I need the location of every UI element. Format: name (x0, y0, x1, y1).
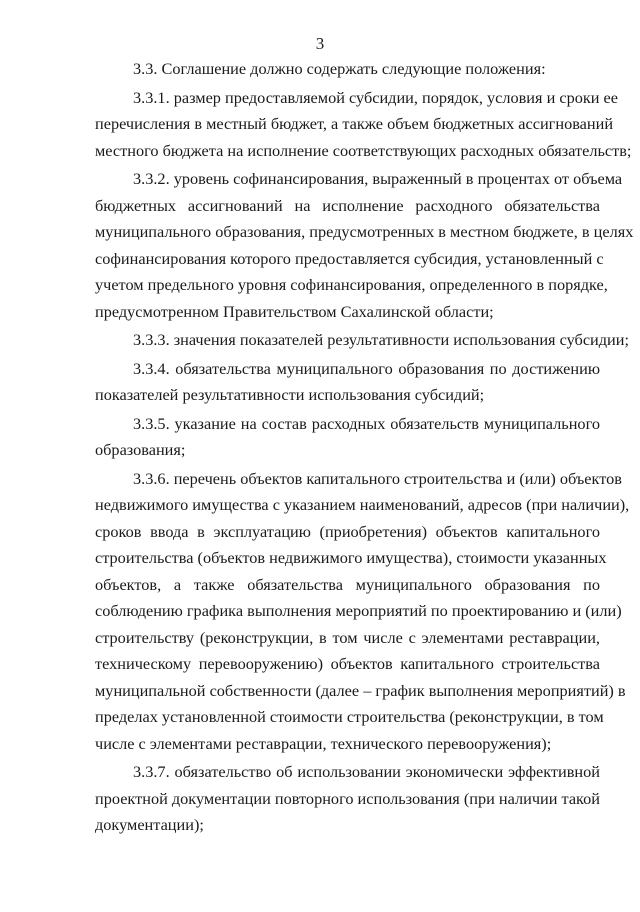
page-number: 3 (315, 34, 325, 53)
text-line: числе с элементами реставрации, технического перевооружения); (95, 733, 552, 753)
text-line: строительства (объектов недвижимого имущества), стоимости указанных (95, 548, 607, 567)
text-line: софинансирования которого предоставляется субсидия, установленный с (95, 248, 604, 268)
text-line: 3.3.5. указание на состав расходных обязательств муниципального (133, 413, 600, 433)
paragraph (95, 327, 629, 354)
text-line: 3.3.4. обязательства муниципального образования по достижению (133, 358, 600, 378)
text-line: предусмотренном Правительством Сахалинской области; (95, 301, 494, 321)
text-line: 3.3.2. уровень софинансирования, выраженный в процентах от объема (133, 169, 623, 188)
text-line: пределах установленной стоимости строительства (реконструкции, в том (95, 707, 604, 726)
text-line: недвижимого имущества с указанием наименований, адресов (при наличии), (95, 495, 630, 514)
text-line: учетом предельного уровня софинансирования, определенного в порядке, (95, 275, 608, 294)
text-line: документации); (95, 815, 204, 834)
paragraph (95, 56, 600, 83)
text-line: техническому перевооружению) объектов капитального строительства (95, 654, 600, 673)
text-line: муниципальной собственности (далее – график выполнения мероприятий) в (95, 680, 626, 700)
text-line: 3.3.3. значения показателей результативности использования субсидии; (133, 330, 629, 349)
text-line: образования; (95, 440, 186, 459)
text-line: местного бюджета на исполнение соответствующих расходных обязательств; (95, 140, 632, 160)
text-line: 3.3. Соглашение должно содержать следующие положения: (133, 59, 546, 78)
text-line: 3.3.7. обязательство об использовании экономически эффективной (133, 762, 600, 781)
paragraph (95, 356, 600, 409)
text-line: строительству (реконструкции, в том числе с элементами реставрации, (95, 627, 600, 647)
text-line: 3.3.6. перечень объектов капитального строительства и (или) объектов (133, 468, 622, 488)
paragraph (95, 85, 632, 165)
text-line: проектной документации повторного использования (при наличии такой (95, 788, 600, 808)
paragraph (95, 411, 600, 464)
paragraph (95, 166, 634, 325)
text-line: муниципального образования, предусмотренных в местном бюджете, в целях (95, 222, 634, 241)
paragraph (95, 466, 630, 758)
text-line: объектов, а также обязательства муниципального образования по (95, 574, 600, 594)
text-line: 3.3.1. размер предоставляемой субсидии, порядок, условия и сроки ее (133, 87, 619, 107)
text-line: сроков ввода в эксплуатацию (приобретения) объектов капитального (95, 521, 600, 541)
text-line: соблюдению графика выполнения мероприятий по проектированию и (или) (95, 601, 622, 620)
paragraph (95, 759, 600, 839)
text-line: перечисления в местный бюджет, а также объем бюджетных ассигнований (95, 114, 614, 133)
text-line: показателей результативности использования субсидий; (95, 385, 485, 404)
text-line: бюджетных ассигнований на исполнение расходного обязательства (95, 195, 600, 215)
document-body (95, 56, 634, 839)
